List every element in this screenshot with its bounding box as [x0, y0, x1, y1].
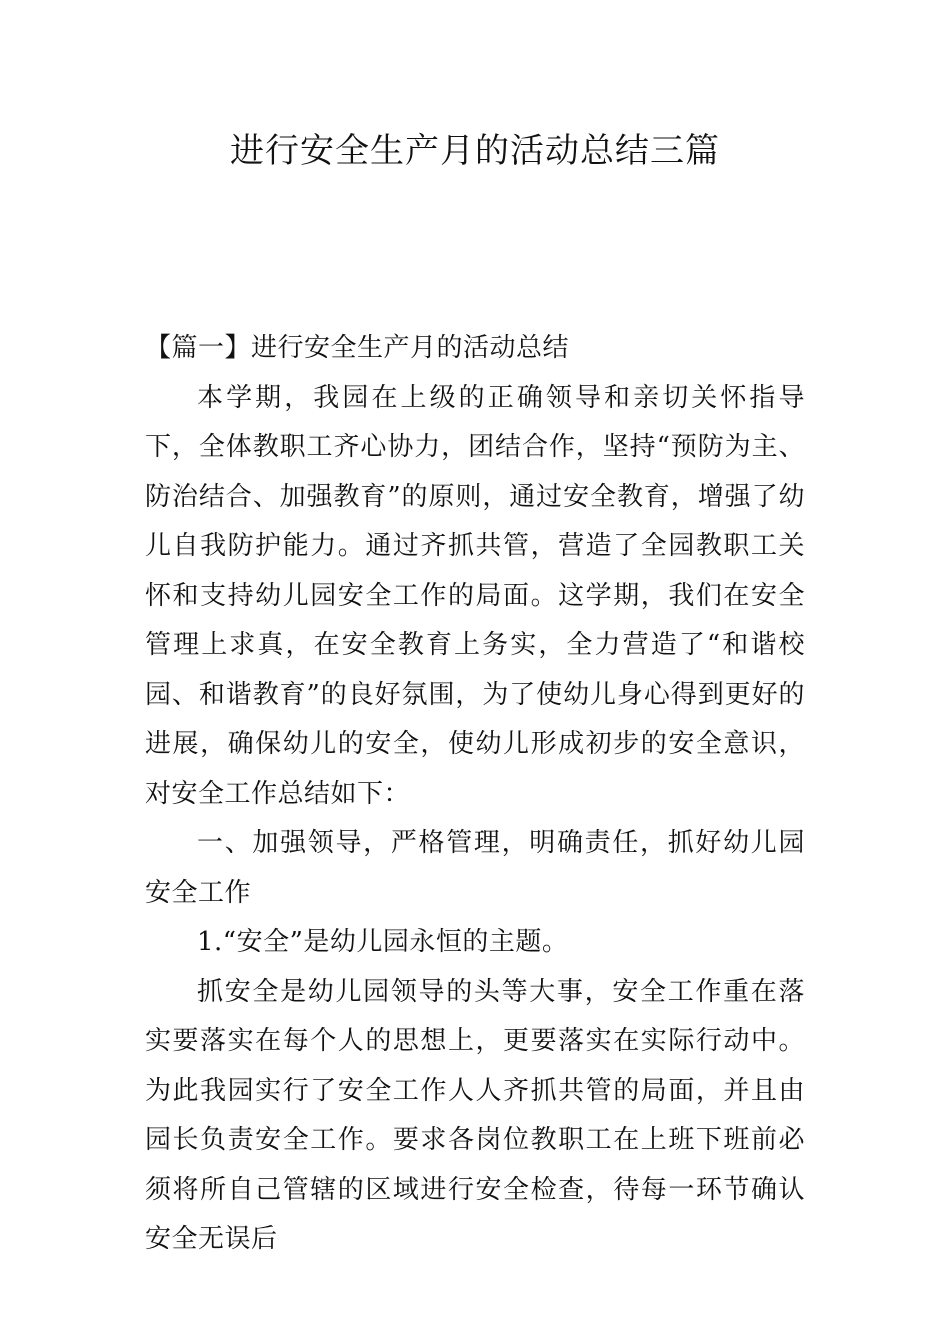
paragraph-body: 抓安全是幼儿园领导的头等大事，安全工作重在落实要落实在每个人的思想上，更要落实在实际行动中。为此我园实行了安全工作人人齐抓共管的局面，并且由园长负责安全工作。要求各岗位教职工在上班下班前必须将所自己管辖的区域进行安全检查，待每一环节确认安全无误后: [145, 976, 805, 1254]
document-body: [145, 324, 805, 1265]
document-title: 进行安全生产月的活动总结三篇: [230, 131, 720, 171]
section-heading: 【篇一】进行安全生产月的活动总结: [145, 333, 570, 363]
paragraph-heading-one: 一、加强领导，严格管理，明确责任，抓好幼儿园安全工作: [145, 828, 805, 908]
paragraph-intro: 本学期，我园在上级的正确领导和亲切关怀指导下，全体教职工齐心协力，团结合作，坚持“预防为主、防治结合、加强教育”的原则，通过安全教育，增强了幼儿自我防护能力。通过齐抓共管，营造了全园教职工关怀和支持幼儿园安全工作的局面。这学期，我们在安全管理上求真，在安全教育上务实，全力营造了“和谐校园、和谐教育”的良好氛围，为了使幼儿身心得到更好的进展，确保幼儿的安全，使幼儿形成初步的安全意识，对安全工作总结如下：: [145, 382, 805, 809]
paragraph-item-one: 1.“安全”是幼儿园永恒的主题。: [197, 927, 569, 957]
